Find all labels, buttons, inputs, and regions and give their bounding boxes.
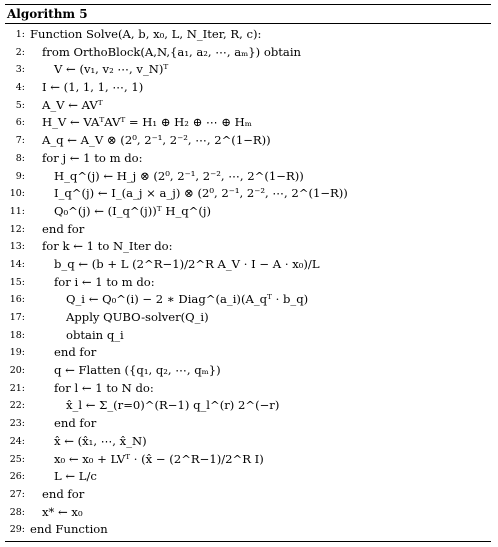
line-code: A_q ← A_V ⊗ (2⁰, 2⁻¹, 2⁻², ⋯, 2^(1−R)) bbox=[42, 133, 271, 148]
line-number: 20: bbox=[9, 365, 25, 377]
line-code: from OrthoBlock(A,N,{a₁, a₂, ⋯, aₘ}) obtain bbox=[42, 44, 301, 59]
line-code: A_V ← AVᵀ bbox=[42, 97, 103, 112]
algorithm-line bbox=[5, 132, 491, 150]
line-number: 8: bbox=[15, 152, 25, 164]
line-number: 15: bbox=[9, 276, 25, 288]
line-number: 21: bbox=[9, 382, 25, 394]
line-number: 22: bbox=[9, 400, 25, 412]
line-code: L ← L/c bbox=[54, 469, 97, 484]
line-number: 2: bbox=[15, 46, 25, 58]
algorithm-line bbox=[5, 362, 491, 380]
algorithm-line bbox=[5, 468, 491, 486]
line-code: q ← Flatten ({q₁, q₂, ⋯, qₘ}) bbox=[54, 363, 221, 378]
line-code: H_q^(j) ← H_j ⊗ (2⁰, 2⁻¹, 2⁻², ⋯, 2^(1−R)) bbox=[54, 168, 304, 183]
line-code: V ← (v₁, v₂ ⋯, v_N)ᵀ bbox=[54, 62, 169, 77]
line-number: 12: bbox=[9, 223, 25, 235]
algorithm-line bbox=[5, 415, 491, 433]
line-number: 28: bbox=[9, 506, 25, 518]
algorithm-line bbox=[5, 486, 491, 504]
line-number: 4: bbox=[15, 82, 25, 94]
algorithm-line bbox=[5, 221, 491, 239]
line-number: 6: bbox=[15, 117, 25, 129]
line-code: I ← (1, 1, 1, ⋯, 1) bbox=[42, 80, 144, 95]
algorithm-line bbox=[5, 203, 491, 221]
algorithm-line bbox=[5, 256, 491, 274]
algorithm-line bbox=[5, 44, 491, 62]
line-code: obtain q_i bbox=[66, 327, 124, 342]
algorithm-box bbox=[5, 4, 491, 542]
algorithm-line bbox=[5, 309, 491, 327]
line-code: for j ← 1 to m do: bbox=[42, 150, 143, 165]
line-number: 18: bbox=[9, 329, 25, 341]
algorithm-line bbox=[5, 26, 491, 44]
line-number: 11: bbox=[9, 205, 25, 217]
line-code: x̂_l ← Σ_(r=0)^(R−1) q_l^(r) 2^(−r) bbox=[66, 398, 280, 413]
line-number: 10: bbox=[9, 188, 25, 200]
algorithm-line bbox=[5, 291, 491, 309]
algorithm-line bbox=[5, 504, 491, 522]
line-code: b_q ← (b + L (2^R−1)/2^R A_V · I − A · x₀)/L bbox=[54, 256, 320, 271]
line-code: for k ← 1 to N_Iter do: bbox=[42, 239, 173, 254]
algorithm-line bbox=[5, 79, 491, 97]
line-code: x₀ ← x₀ + LVᵀ · (x̂ − (2^R−1)/2^R I) bbox=[54, 451, 264, 466]
algorithm-line bbox=[5, 114, 491, 132]
line-number: 13: bbox=[9, 241, 25, 253]
line-number: 17: bbox=[9, 312, 25, 323]
line-code: for l ← 1 to N do: bbox=[54, 380, 154, 395]
algorithm-lines bbox=[5, 24, 491, 541]
top-rule bbox=[5, 4, 491, 5]
bottom-rule bbox=[5, 541, 491, 542]
line-code: Q_i ← Q₀^(i) − 2 ∗ Diag^(a_i)(A_qᵀ · b_q) bbox=[66, 292, 309, 307]
algorithm-line bbox=[5, 150, 491, 168]
line-code: end for bbox=[54, 416, 97, 431]
algorithm-title: Algorithm 5 bbox=[7, 7, 88, 21]
line-number: 27: bbox=[9, 488, 25, 500]
line-code: x̂ ← (x̂₁, ⋯, x̂_N) bbox=[54, 433, 147, 448]
algorithm-line bbox=[5, 97, 491, 115]
line-code: end for bbox=[54, 345, 97, 360]
line-number: 5: bbox=[15, 99, 25, 111]
line-number: 3: bbox=[15, 64, 25, 76]
line-code: end Function bbox=[30, 522, 108, 537]
line-code: Function Solve(A, b, x₀, L, N_Iter, R, c): bbox=[30, 27, 262, 41]
algorithm-line bbox=[5, 61, 491, 79]
line-code: end for bbox=[42, 221, 85, 236]
line-number: 19: bbox=[9, 347, 25, 359]
algorithm-line bbox=[5, 238, 491, 256]
line-code: x* ← x₀ bbox=[42, 504, 83, 519]
algorithm-line bbox=[5, 327, 491, 345]
line-number: 1: bbox=[15, 29, 25, 40]
line-number: 26: bbox=[9, 471, 25, 483]
algorithm-line bbox=[5, 451, 491, 469]
algorithm-line bbox=[5, 274, 491, 292]
line-code: I_q^(j) ← I_(a_j × a_j) ⊗ (2⁰, 2⁻¹, 2⁻², ⋯, 2^(1−R)) bbox=[54, 186, 348, 201]
algorithm-line bbox=[5, 168, 491, 186]
line-number: 29: bbox=[9, 524, 25, 536]
line-code: H_V ← VAᵀAVᵀ = H₁ ⊕ H₂ ⊕ ⋯ ⊕ Hₘ bbox=[42, 115, 252, 130]
algorithm-line bbox=[5, 433, 491, 451]
algorithm-line bbox=[5, 397, 491, 415]
algorithm-line bbox=[5, 380, 491, 398]
line-number: 23: bbox=[9, 418, 25, 430]
line-number: 7: bbox=[15, 135, 25, 147]
algorithm-line bbox=[5, 185, 491, 203]
algorithm-line bbox=[5, 344, 491, 362]
line-code: Apply QUBO-solver(Q_i) bbox=[66, 310, 209, 324]
line-number: 25: bbox=[9, 453, 25, 465]
line-code: Q₀^(j) ← (I_q^(j))ᵀ H_q^(j) bbox=[54, 203, 212, 218]
line-code: for i ← 1 to m do: bbox=[54, 274, 155, 289]
line-code: end for bbox=[42, 486, 85, 501]
line-number: 9: bbox=[15, 170, 25, 182]
algorithm-line bbox=[5, 521, 491, 539]
line-number: 16: bbox=[9, 294, 25, 306]
line-number: 24: bbox=[9, 435, 25, 447]
line-number: 14: bbox=[9, 258, 25, 270]
